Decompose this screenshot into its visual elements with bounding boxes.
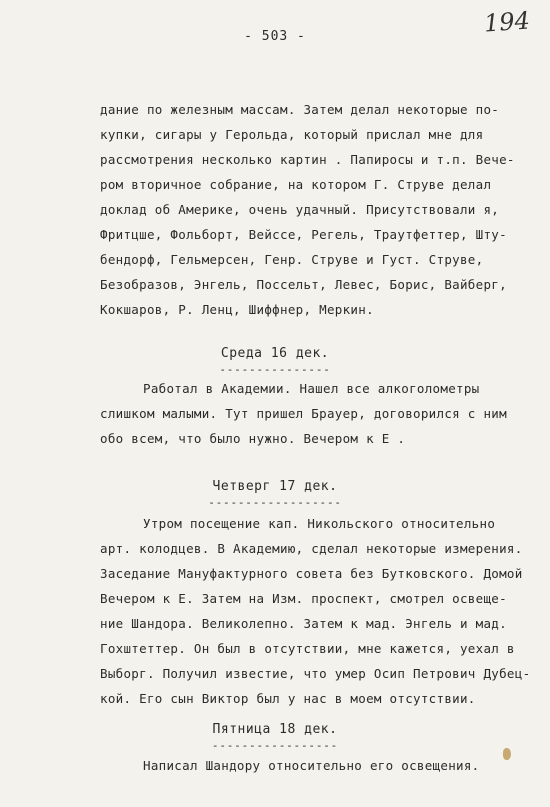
entry-date: Пятница 18 дек. (212, 722, 338, 737)
text-line: Гохштеттер. Он был в отсутствии, мне кажется, уехал в (100, 641, 515, 656)
entry-heading (0, 479, 550, 509)
text-line: Заседание Мануфактурного совета без Бутковского. Домой (100, 566, 523, 581)
handwritten-folio-number: 194 (483, 6, 531, 38)
text-line: Утром посещение кап. Никольского относительно (143, 516, 496, 531)
text-line: доклад об Америке, очень удачный. Присутствовали я, (100, 202, 500, 217)
text-line: ром вторичное собрание, на котором Г. Струве делал (100, 177, 492, 192)
text-line: рассмотрения несколько картин . Папиросы и т.п. Вече- (100, 152, 515, 167)
paper-stain (503, 748, 511, 760)
text-line: Кокшаров, Р. Ленц, Шиффнер, Меркин. (100, 302, 374, 317)
heading-underline: --------------- (219, 363, 331, 376)
heading-underline: ------------------ (208, 496, 342, 509)
text-line: купки, сигары у Герольда, который прислал мне для (100, 127, 484, 142)
text-line: дание по железным массам. Затем делал некоторые по- (100, 102, 500, 117)
text-line: кой. Его сын Виктор был у нас в моем отсутствии. (100, 691, 476, 706)
text-line: Работал в Академии. Нашел все алкоголометры (143, 381, 480, 396)
text-line: Безобразов, Энгель, Поссельт, Левес, Борис, Вайберг, (100, 277, 507, 292)
text-line: Выборг. Получил известие, что умер Осип Петрович Дубец- (100, 666, 531, 681)
entry-heading (0, 346, 550, 376)
text-line: обо всем, что было нужно. Вечером к Е . (100, 431, 406, 446)
text-line: Написал Шандору относительно его освещения. (143, 758, 480, 773)
text-line: Вечером к Е. Затем на Изм. проспект, смотрел освеще- (100, 591, 507, 606)
page-number: - 503 - (244, 29, 306, 44)
text-line: Фритцше, Фольборт, Вейссе, Регель, Траутфеттер, Шту- (100, 227, 507, 242)
text-line: бендорф, Гельмерсен, Генр. Струве и Густ. Струве, (100, 252, 484, 267)
entry-date: Среда 16 дек. (220, 346, 330, 361)
entry-heading (0, 722, 550, 752)
entry-date: Четверг 17 дек. (212, 479, 338, 494)
heading-underline: ----------------- (211, 739, 339, 752)
text-line: арт. колодцев. В Академию, сделал некоторые измерения. (100, 541, 523, 556)
text-line: ние Шандора. Великолепно. Затем к мад. Энгель и мад. (100, 616, 507, 631)
text-line: слишком малыми. Тут пришел Брауер, договорился с ним (100, 406, 507, 421)
